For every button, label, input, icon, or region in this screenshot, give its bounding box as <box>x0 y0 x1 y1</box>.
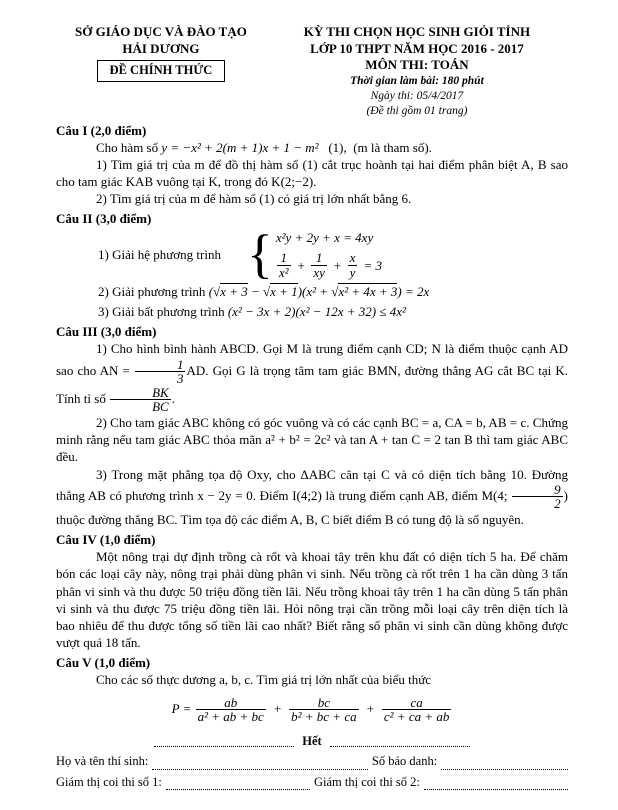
candidate-name-blank <box>152 758 368 770</box>
equation-system <box>246 223 382 284</box>
divider-line <box>154 735 294 747</box>
exam-duration: Thời gian làm bài: 180 phút <box>350 74 484 87</box>
exam-title-block <box>266 24 568 119</box>
cau3-item3: 3) Trong mặt phẳng tọa độ Oxy, cho ΔABC cân tại C và có diện tích bằng 10. Đường thẳng AB có phương trình x − 2y = 0. Điểm I(4;2) là trung điểm cạnh AB, điểm M(4; $\frac{9}{2}$ ) thuộc đường thẳng BC. Tìm tọa độ các điểm A, B, C biết điểm B có tung độ là số nguyên. <box>56 466 568 528</box>
cau2-item1-label: 1) Giải hệ phương trình <box>98 246 221 262</box>
proctor2-label: Giám thị coi thi số 2: <box>314 774 420 789</box>
cau5-expression <box>56 696 568 724</box>
cau2-item2-label: 2) Giải phương trình <box>98 283 206 299</box>
cau1-heading: Câu I (2,0 điểm) <box>56 122 147 138</box>
sqrt-radical: √x + 1 <box>263 283 298 299</box>
fraction: $\frac{BK}{BC}$ <box>109 386 172 414</box>
fraction: $\frac{ca}{\text{c² + ca + ab}}$ <box>383 694 450 725</box>
official-exam-stamp: ĐỀ CHÍNH THỨC <box>97 60 226 82</box>
cau5-heading: Câu V (1,0 điểm) <box>56 655 151 671</box>
proctor1-blank <box>166 778 310 790</box>
cau2-item1 <box>98 223 568 284</box>
candidate-number-label: Số báo danh: <box>371 754 438 769</box>
section-cau-1 <box>56 122 568 208</box>
fraction: $\frac{1}{xy}$ <box>313 250 325 280</box>
fraction: $\frac{1}{\text{x²}}$ <box>278 250 289 280</box>
cau1-item1: 1) Tìm giá trị của m để đồ thị hàm số (1) cắt trục hoành tại hai điểm phân biệt A, B sao cho tam giác KAB vuông tại K, trong đó K(2;−2). <box>56 157 568 190</box>
fraction: $\frac{9}{2}$ <box>511 483 564 511</box>
cau2-item3-label: 3) Giải bất phương trình <box>98 304 225 320</box>
cau1-intro-text: Cho hàm số <box>96 139 162 155</box>
cau2-inequality: (x² − 3x + 2)(x² − 12x + 32) ≤ 4x² <box>227 304 406 320</box>
cau1-function-formula: y = −x² + 2(m + 1)x + 1 − m² <box>161 139 319 155</box>
authority-line2: HẢI DƯƠNG <box>122 40 200 56</box>
fraction: $\frac{x}{y}$ <box>349 250 356 280</box>
cau1-intro-tail: (1), (m là tham số). <box>318 139 432 155</box>
candidate-name-label: Họ và tên thí sinh: <box>56 754 149 769</box>
sqrt-radical: √x + 3 <box>213 283 248 299</box>
document-footer <box>56 733 568 791</box>
fraction: $\frac{bc}{\text{b² + bc + ca}}$ <box>291 694 357 725</box>
system-equation-1: x²y + 2y + x = 4xy <box>275 230 374 246</box>
cau5-intro: Cho các số thực dương a, b, c. Tìm giá trị lớn nhất của biểu thức <box>96 672 432 688</box>
sqrt-radical: √x² + 4x + 3 <box>331 283 398 299</box>
authority-line1: SỞ GIÁO DỤC VÀ ĐÀO TẠO <box>75 24 247 39</box>
candidate-number-blank <box>441 758 568 770</box>
exam-date: Ngày thi: 05/4/2017 <box>370 89 464 102</box>
radical-sign: √ <box>263 283 271 299</box>
cau3-heading: Câu III (3,0 điểm) <box>56 324 157 340</box>
cau1-item2: 2) Tìm giá trị của m để hàm số (1) có giá trị lớn nhất bằng 6. <box>96 191 412 207</box>
cau4-problem: Một nông trại dự định trồng cà rốt và khoai tây trên khu đất có diện tích 5 ha. Để chăm bón các loại cây này, nông trại phải dùng phân vi sinh. Nếu trồng cà rốt trên 1 ha cần dùng 3 tấn phân vi sinh và thu được 50 triệu đồng tiền lãi. Nếu trồng khoai tây trên 1 ha cần dùng 5 tấn phân vi sinh và thu được 75 triệu đồng tiền lãi. Hỏi nông trại cần trồng mỗi loại cây trên diện tích là bao nhiêu để thu được tổng số tiền lãi cao nhất? Biết rằng số phân vi sinh cần dùng không được vượt quá 18 tấn. <box>56 549 568 651</box>
exam-title-line1: KỲ THI CHỌN HỌC SINH GIỎI TỈNH <box>303 24 531 39</box>
section-cau-4 <box>56 531 568 651</box>
proctor-info-row <box>56 774 568 791</box>
plus-operator: + <box>296 257 306 273</box>
end-of-exam-divider <box>56 733 568 750</box>
cau2-item3 <box>98 303 568 320</box>
plus-operator: + <box>365 700 375 716</box>
proctor2-blank <box>424 778 568 790</box>
issuing-authority-block <box>56 24 266 119</box>
equals-rhs: = 3 <box>363 257 382 273</box>
proctor1-label: Giám thị coi thi số 1: <box>56 774 162 789</box>
end-label: Hết <box>302 733 322 748</box>
exam-subject: MÔN THI: TOÁN <box>365 57 469 73</box>
expression-lhs: P = <box>171 700 192 716</box>
cau2-equation: (√x + 3 − √x + 1)(x² + √x² + 4x + 3) = 2x <box>208 283 430 299</box>
candidate-info-row <box>56 753 568 770</box>
cau2-heading: Câu II (3,0 điểm) <box>56 211 152 227</box>
fraction: $\frac{1}{3}$ <box>134 358 187 386</box>
radical-sign: √ <box>331 283 339 299</box>
exam-page-count: (Đề thi gồm 01 trang) <box>366 104 468 117</box>
radical-sign: √ <box>213 283 221 299</box>
cau1-intro <box>56 139 568 156</box>
exam-title-line2: LỚP 10 THPT NĂM HỌC 2016 - 2017 <box>310 40 524 56</box>
section-cau-3 <box>56 323 568 528</box>
divider-line <box>330 735 470 747</box>
document-header <box>56 24 568 119</box>
plus-operator: + <box>332 257 342 273</box>
plus-operator: + <box>273 700 282 716</box>
cau3-item2: 2) Cho tam giác ABC không có góc vuông và có các cạnh BC = a, CA = b, AB = c. Chứng minh rằng nếu tam giác ABC thỏa mãn a² + b² = 2c² và tan A + tan C = 2 tan B thì tam giác ABC đều. <box>56 415 568 465</box>
section-cau-5 <box>56 654 568 724</box>
section-cau-2 <box>56 210 568 320</box>
system-left-brace: { <box>246 223 273 284</box>
cau3-item1: 1) Cho hình bình hành ABCD. Gọi M là trung điểm cạnh CD; N là điểm thuộc cạnh AD sao cho AN = $\frac{1}{3}$ AD. Gọi G là trọng tâm tam giác BMN, đường thẳng AG cắt BC tại K. Tính tỉ số $\frac{BK}{BC}$ . <box>56 341 568 415</box>
fraction: $\frac{ab}{\text{a² + ab + bc}}$ <box>197 694 264 725</box>
cau4-heading: Câu IV (1,0 điểm) <box>56 532 156 548</box>
cau2-item2 <box>98 283 568 300</box>
system-equation-2 <box>276 251 382 279</box>
